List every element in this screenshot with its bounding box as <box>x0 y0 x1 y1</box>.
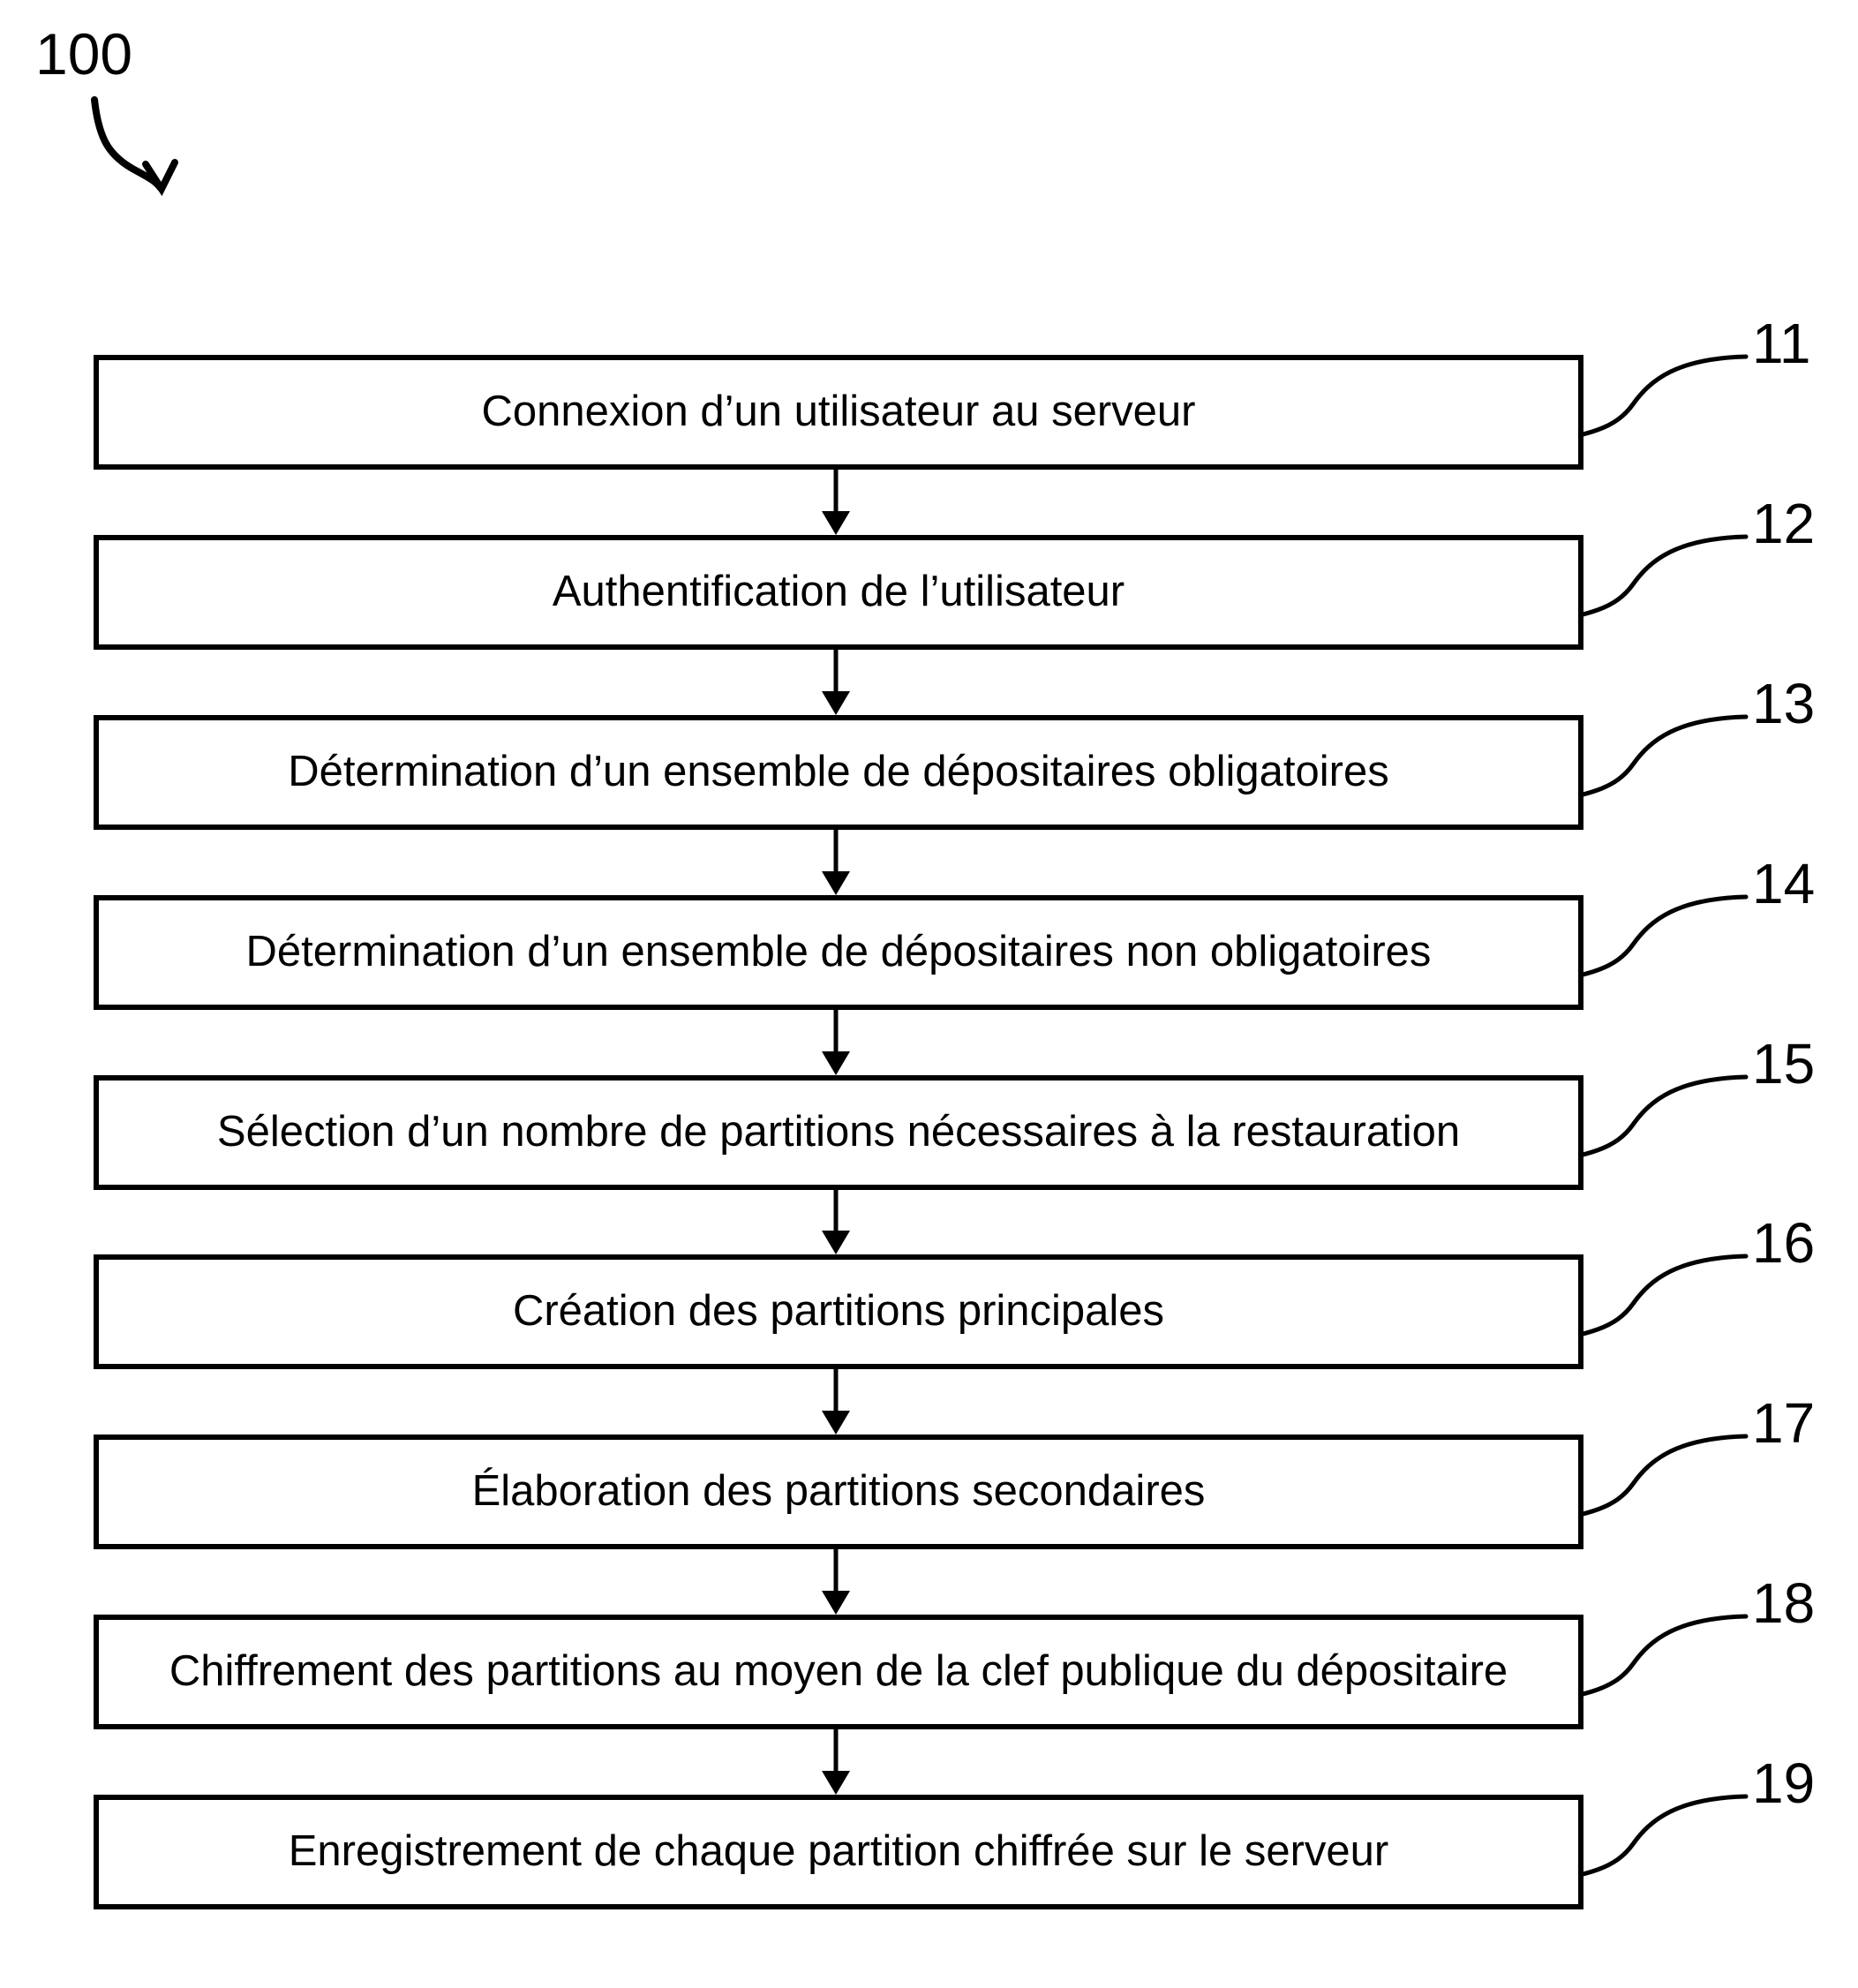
flow-step-label: Sélection d’un nombre de partitions nécessaires à la restauration <box>216 1108 1461 1156</box>
step-ref-label: 12 <box>1752 492 1816 555</box>
flow-step-box <box>94 355 1583 470</box>
flow-step-box <box>94 1254 1583 1369</box>
step-ref-label: 17 <box>1752 1391 1816 1455</box>
step-ref-label: 19 <box>1752 1751 1816 1815</box>
step-ref-label: 18 <box>1752 1571 1816 1635</box>
flow-step-box <box>94 1075 1583 1190</box>
flow-step-box <box>94 1615 1583 1729</box>
figure-ref-arrowhead <box>146 162 175 189</box>
step-ref-label: 14 <box>1752 852 1816 915</box>
flow-step-label: Élaboration des partitions secondaires <box>471 1467 1206 1516</box>
flow-arrowhead <box>822 1231 850 1254</box>
flow-arrowhead <box>822 511 850 535</box>
figure-ref-arrow <box>94 100 161 188</box>
step-ref-label: 11 <box>1752 312 1811 375</box>
flow-step-label: Chiffrement des partitions au moyen de la clef publique du dépositaire <box>169 1647 1508 1696</box>
flow-step-label: Création des partitions principales <box>512 1287 1165 1336</box>
step-ref-label: 13 <box>1752 672 1816 735</box>
flow-arrowhead <box>822 691 850 715</box>
flow-step-label: Détermination d’un ensemble de dépositaires non obligatoires <box>245 928 1432 976</box>
flow-step-box <box>94 1435 1583 1549</box>
flow-arrowhead <box>822 1051 850 1075</box>
figure-ref-label: 100 <box>35 21 133 87</box>
flow-step-label: Authentification de l’utilisateur <box>552 568 1125 616</box>
flow-arrowhead <box>822 871 850 895</box>
flow-step-box <box>94 895 1583 1010</box>
step-ref-label: 15 <box>1752 1032 1816 1096</box>
flow-arrowhead <box>822 1411 850 1435</box>
flow-step-box <box>94 535 1583 650</box>
flow-arrowhead <box>822 1771 850 1795</box>
flow-step-label: Détermination d’un ensemble de dépositaires obligatoires <box>288 748 1389 796</box>
flow-arrowhead <box>822 1591 850 1615</box>
flow-step-box <box>94 1795 1583 1909</box>
flow-step-label: Enregistrement de chaque partition chiffrée sur le serveur <box>288 1827 1389 1876</box>
flow-step-box <box>94 715 1583 830</box>
flow-step-label: Connexion d’un utilisateur au serveur <box>481 388 1196 436</box>
step-ref-label: 16 <box>1752 1211 1816 1275</box>
